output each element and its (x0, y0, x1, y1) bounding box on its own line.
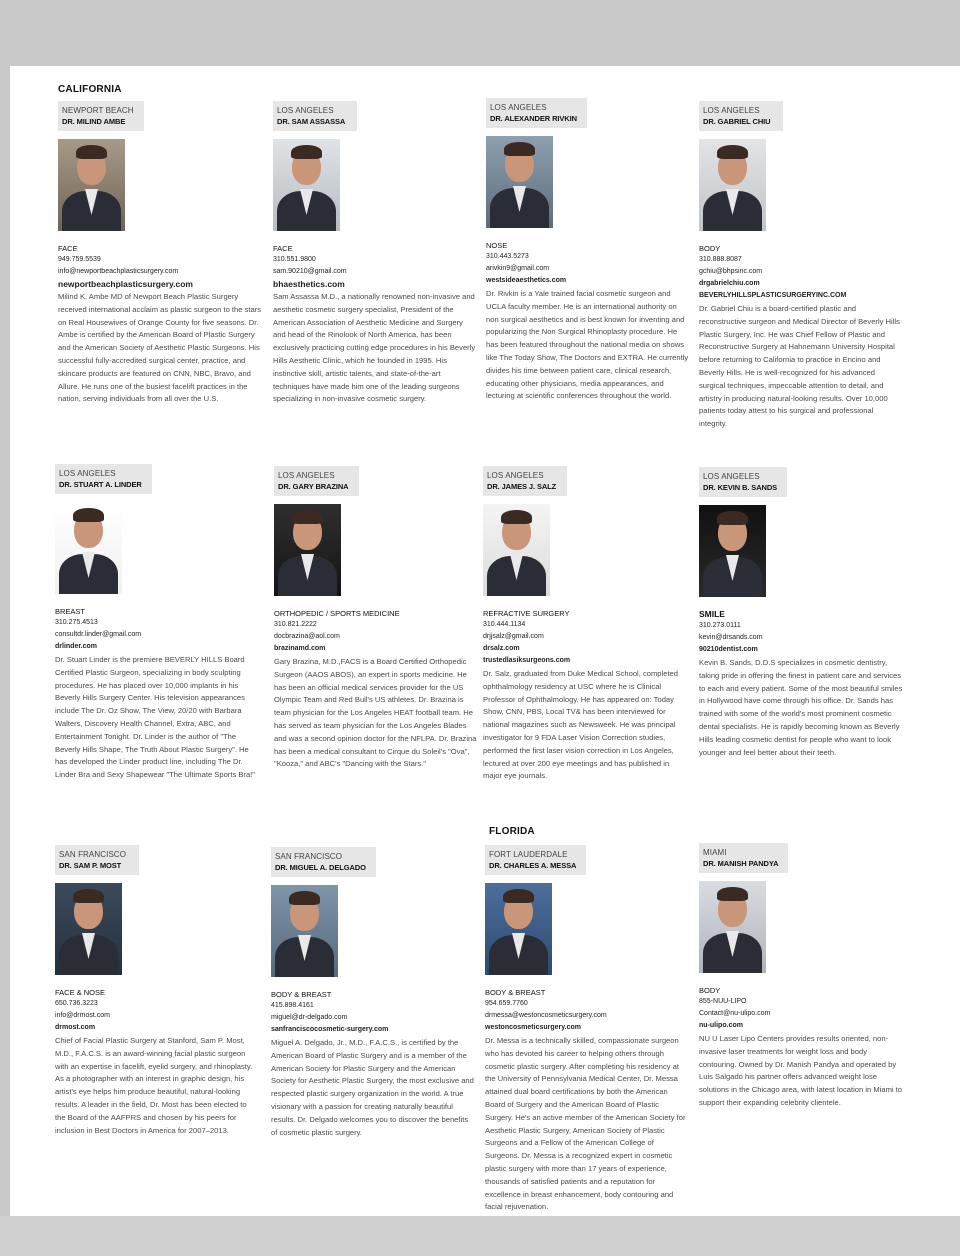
doctor-entry (55, 845, 259, 1137)
email-link[interactable]: docbrazina@aol.com (274, 633, 340, 640)
doctor-portrait (485, 883, 552, 975)
email-link[interactable]: kevin@drsands.com (699, 634, 763, 641)
location-tag (485, 845, 586, 875)
specialty-label: SMILE (699, 609, 725, 619)
specialty-label: BODY & BREAST (271, 990, 332, 999)
email-link[interactable]: arivkin9@gmail.com (486, 265, 550, 272)
email-link[interactable]: consultdr.linder@gmail.com (55, 631, 142, 638)
phone-number[interactable]: 650.736.3223 (55, 1000, 98, 1007)
phone-number[interactable]: 310.444.1134 (483, 621, 526, 628)
doctor-name: DR. MILIND AMBE (62, 117, 126, 126)
doctor-entry (58, 101, 262, 406)
doctor-name: DR. STUART A. LINDER (59, 480, 142, 489)
phone-number[interactable]: 954.659.7760 (485, 1000, 528, 1007)
specialty-label: BODY & BREAST (485, 988, 546, 997)
doctor-description: Dr. Gabriel Chiu is a board-certified plastic and reconstructive surgeon and Medical Director of Beverly Hills Plastic Surgery, Inc. He was Chief Fellow of Plastic and Reconstructive Surgery at Hahnemann University Hospital before returning to California to practice in Encino and Beverly Hills. He is well-recognized for his advanced surgical techniques, impeccable attention to detail, and artistry in producing natural-looking results. Over 10,000 patients today attest to his surgical and professional integrity. (699, 304, 900, 429)
website-link[interactable]: brazinamd.com (274, 645, 326, 652)
region-heading-california: CALIFORNIA (58, 84, 122, 95)
doctor-description: NU U Laser Lipo Centers provides results oriented, non-invasive laser treatments for weight loss and body contouring. Owned by Dr. Manish Pandya and operated by Luis Salgado his partner offers advanced weight lose solutions in the Chicago area, with latest location in Miami to support their expanding celebrity clientele. (699, 1034, 903, 1107)
doctor-entry (274, 466, 478, 771)
doctor-name: DR. SAM ASSASSA (277, 117, 346, 126)
email-link[interactable]: Contact@nu-ulipo.com (699, 1010, 771, 1017)
website-link[interactable]: westsideaesthetics.com (486, 277, 567, 284)
specialty-label: FACE (273, 244, 293, 253)
doctor-entry (271, 847, 475, 1139)
doctor-name: DR. KEVIN B. SANDS (703, 483, 778, 492)
email-link[interactable]: drmessa@westoncosmeticsurgery.com (485, 1012, 607, 1019)
location-tag (271, 847, 376, 877)
city-label: LOS ANGELES (487, 471, 544, 480)
phone-number[interactable]: 310.821.2222 (274, 621, 317, 628)
doctor-description: Dr. Stuart Linder is the premiere BEVERLY HILLS Board Certified Plastic Surgeon, specializing in body sculpting procedures. He has placed over 10,000 implants in his Beverly Hills Surgery Center. His television appearances include The Dr. Oz Show, The View, 20/20 with Barbara Walters, Discovery Health Channel, Extra, ABC, and Entertainment Tonight. Dr. Linder is the author of "The Beverly Hills Shape, The Truth About Plastic Surgery". He has developed the Linder product line, including The Dr. Linder Bra and Sexy Shapewear "The Ultimate Sports Bra!" (55, 655, 255, 780)
website-link[interactable]: nu-ulipo.com (699, 1022, 743, 1029)
doctor-description: Chief of Facial Plastic Surgery at Stanford, Sam P. Most, M.D., F.A.C.S. is an award-winning facial plastic surgeon with an expertise in facelift, eyelid surgery, and rhinoplasty. As a photographer with an interest in graphic design, his artist's eye helps him produce beautiful, natural-looking results. A leader in the field, Dr. Most has been elected to the Board of the AAFPRS and chosen by his peers for inclusion in Best Doctors in America for 2007–2013. (55, 1036, 253, 1135)
location-tag (58, 101, 144, 131)
phone-number[interactable]: 415.898.4161 (271, 1002, 314, 1009)
doctor-portrait (274, 504, 341, 596)
doctor-name: DR. ALEXANDER RIVKIN (490, 114, 577, 123)
doctor-portrait (273, 139, 340, 231)
doctor-portrait (483, 504, 550, 596)
doctor-portrait (55, 883, 122, 975)
portrait-hair (289, 891, 320, 905)
doctor-portrait (55, 502, 122, 594)
portrait-hair (291, 145, 322, 159)
email-link[interactable]: info@newportbeachplasticsurgery.com (58, 268, 179, 275)
location-tag (55, 845, 139, 875)
portrait-hair (717, 145, 748, 159)
doctor-portrait (699, 881, 766, 973)
portrait-hair (717, 887, 748, 901)
portrait-hair (504, 142, 535, 156)
doctor-entry (483, 466, 687, 783)
city-label: SAN FRANCISCO (275, 852, 343, 861)
website-link[interactable]: drmost.com (55, 1024, 96, 1031)
website-link-secondary[interactable]: BEVERLYHILLSPLASTICSURGERYINC.COM (699, 292, 847, 299)
website-link[interactable]: drlinder.com (55, 643, 98, 650)
location-tag (699, 101, 783, 131)
location-tag (55, 464, 152, 494)
specialty-label: FACE & NOSE (55, 988, 106, 997)
doctor-entry (699, 843, 903, 1110)
footer-bar (0, 1216, 960, 1256)
doctor-description: Miguel A. Delgado, Jr., M.D., F.A.C.S., is certified by the American Board of Plastic Surgery and is a member of the American Society for Plastic Surgery and the American Society for Aesthetic Plastic Surgery, the most exclusive and respected plastic surgery organization in the world. A true visionary with a passion for creating naturally beautiful results. Dr. Delgado welcomes you to discover the benefits of cosmetic plastic surgery. (271, 1038, 474, 1137)
city-label: LOS ANGELES (278, 471, 335, 480)
doctor-description: Sam Assassa M.D., a nationally renowned non-invasive and aesthetic cosmetic surgery specialist, President of the American Association of Aesthetic Medicine and Surgery and head of the Rinolook of North America, has been exclusively practicing cutting edge procedures in his Beverly Hills Aesthetic Clinic, which he founded in 1995. His instinctive skill, artistic talents, and state-of-the-art techniques have made him one of the leading surgeons specializing in non-invasive cosmetic surgery. (273, 292, 476, 404)
portrait-hair (717, 511, 748, 525)
location-tag (699, 843, 788, 873)
website-link[interactable]: bhaesthetics.com (273, 279, 345, 289)
specialty-label: ORTHOPEDIC / SPORTS MEDICINE (274, 609, 400, 618)
doctor-entry (486, 98, 690, 403)
doctor-name: DR. MIGUEL A. DELGADO (275, 863, 366, 872)
city-label: MIAMI (703, 848, 727, 857)
portrait-hair (501, 510, 532, 524)
doctor-description: Kevin B. Sands, D.D.S specializes in cosmetic dentistry, taking pride in offering the finest in patient care and services to each and every patient. Some of the most beautiful smiles in Hollywood have come through his office. Dr. Sands has trained with some of the world's most prominent cosmetic dental specialists. He is rapidly becoming known as Beverly Hills leading cosmetic dentist for people who want to look younger and feel better about their teeth. (699, 658, 903, 757)
doctor-entry (699, 101, 903, 431)
doctor-entry (485, 845, 689, 1214)
location-tag (274, 466, 359, 496)
email-link[interactable]: info@drmost.com (55, 1012, 110, 1019)
doctor-description: Dr. Messa is a technically skilled, compassionate surgeon who has devoted his career to helping others through cosmetic plastic surgery. After completing his residency at the University of Pennsylvania Medical Center, Dr. Messa attained dual board certifications by both the American Board of Surgery and the American Board of Plastic Surgery. He's an active member of the American Society for Aesthetic Plastic Surgery, American Society of Plastic Surgeons and a Fellow of the American College of Surgeons. Dr. Messa is a recognized expert in cosmetic plastic surgery with more than 17 years of experience, thousands of satisfied patients and a reputation for excellence in breast enhancement, body contouring and facial rejuvenation. (485, 1036, 686, 1212)
location-tag (699, 467, 787, 497)
website-link[interactable]: 90210dentist.com (699, 646, 758, 653)
website-link[interactable]: westoncosmeticsurgery.com (485, 1024, 581, 1031)
website-link[interactable]: sanfranciscocosmetic-surgery.com (271, 1026, 389, 1033)
doctor-description: Gary Brazina, M.D.,FACS is a Board Certified Orthopedic Surgeon (AAOS ABOS), an expert in sports medicine. He has been an official medical services provider for the US Olympic Team and Red Bull's US athletes. Dr. Brazina is team physician for the Los Angeles HEAT football team. He has served as team physician for the Los Angeles Blades and was a second opinion doctor for the NFLPA. Dr. Brazina has been a medical consultant to Cirque du Soleil's "Ova", "Kooza," and ABC's "Dancing with the Stars." (274, 657, 477, 769)
city-label: LOS ANGELES (277, 106, 334, 115)
city-label: LOS ANGELES (703, 472, 760, 481)
phone-number[interactable]: 310.443.5273 (486, 253, 529, 260)
doctor-portrait (271, 885, 338, 977)
website-link-secondary[interactable]: trustedlasiksurgeons.com (483, 657, 571, 664)
city-label: LOS ANGELES (703, 106, 760, 115)
portrait-hair (503, 889, 534, 903)
phone-number[interactable]: 310.275.4513 (55, 619, 98, 626)
doctor-description: Dr. Salz, graduated from Duke Medical School, completed ophthalmology residency at USC where he is Clinical Professor of Ophthalmology. He has appeared on: Today Show, CNN, PBS, Local TV& has been interviewed for national magazines such as Newsweek. He was principal investigator for 9 FDA Laser Vision Correction studies, performed the first laser vision correction in Los Angeles, lectured at over 200 eye meetings and has published in major eye journals. (483, 669, 679, 781)
specialty-label: BODY (699, 986, 721, 995)
city-label: LOS ANGELES (59, 469, 116, 478)
portrait-hair (292, 510, 323, 524)
doctor-entry (699, 467, 903, 759)
doctor-portrait (486, 136, 553, 228)
phone-number[interactable]: 310.888.8087 (699, 256, 742, 263)
doctor-name: DR. CHARLES A. MESSA (489, 861, 577, 870)
doctor-entry (55, 464, 259, 782)
website-link[interactable]: drgabrielchiu.com (699, 280, 760, 287)
region-heading-florida: FLORIDA (489, 826, 535, 837)
city-label: FORT LAUDERDALE (489, 850, 568, 859)
specialty-label: BODY (699, 244, 721, 253)
doctor-description: Dr. Rivkin is a Yale trained facial cosmetic surgeon and UCLA faculty member. He is an international authority on non surgical aesthetics and is best known for inventing and popularizing the Non Surgical Rhinoplasty procedure. He has been featured throughout the national media on shows like The Today Show, The Doctors and EXTRA. He currently divides his time between patient care, clinical research, educating other physicians, media appearances, and lecturing at scientific conferences throughout the world. (486, 289, 689, 401)
phone-number[interactable]: 949.759.5539 (58, 256, 101, 263)
specialty-label: BREAST (55, 607, 86, 616)
doctor-name: DR. GABRIEL CHIU (703, 117, 771, 126)
phone-number[interactable]: 310.273.0111 (699, 622, 741, 629)
specialty-label: NOSE (486, 241, 508, 250)
city-label: LOS ANGELES (490, 103, 547, 112)
doctor-description: Milind K. Ambe MD of Newport Beach Plastic Surgery received international acclaim as plastic surgeon to the stars on Real Housewives of Orange County for five seasons. Dr. Ambe is certified by the American Board of Plastic Surgery and the American Society of Aesthetic Plastic Surgeons. His successful fully-accredited surgical center, practice, and skincare products are featured on CNN, NBC, Bravo, and Allure. He runs one of the busiest facelift practices in the nation, serving individuals from all over the U.S. (58, 292, 262, 404)
doctor-name: DR. SAM P. MOST (59, 861, 122, 870)
specialty-label: REFRACTIVE SURGERY (483, 609, 570, 618)
location-tag (483, 466, 567, 496)
website-link[interactable]: newportbeachplasticsurgery.com (58, 279, 193, 289)
portrait-hair (76, 145, 107, 159)
doctor-entry (273, 101, 477, 406)
phone-number[interactable]: 855-NUU-LIPO (699, 998, 747, 1005)
portrait-hair (73, 508, 104, 522)
email-link[interactable]: miguel@dr-delgado.com (271, 1014, 348, 1021)
email-link[interactable]: drjjsalz@gmail.com (483, 633, 544, 640)
doctor-name: DR. MANISH PANDYA (703, 859, 779, 868)
city-label: SAN FRANCISCO (59, 850, 127, 859)
specialty-label: FACE (58, 244, 78, 253)
doctor-portrait (699, 505, 766, 597)
phone-number[interactable]: 310.551.9800 (273, 256, 316, 263)
email-link[interactable]: gchiu@bhpsinc.com (699, 268, 763, 275)
doctor-name: DR. JAMES J. SALZ (487, 482, 557, 491)
city-label: NEWPORT BEACH (62, 106, 134, 115)
portrait-hair (73, 889, 104, 903)
doctor-portrait (58, 139, 125, 231)
location-tag (273, 101, 357, 131)
email-link[interactable]: sam.90210@gmail.com (273, 268, 347, 275)
location-tag (486, 98, 587, 128)
website-link[interactable]: drsalz.com (483, 645, 520, 652)
doctor-name: DR. GARY BRAZINA (278, 482, 349, 491)
doctor-portrait (699, 139, 766, 231)
